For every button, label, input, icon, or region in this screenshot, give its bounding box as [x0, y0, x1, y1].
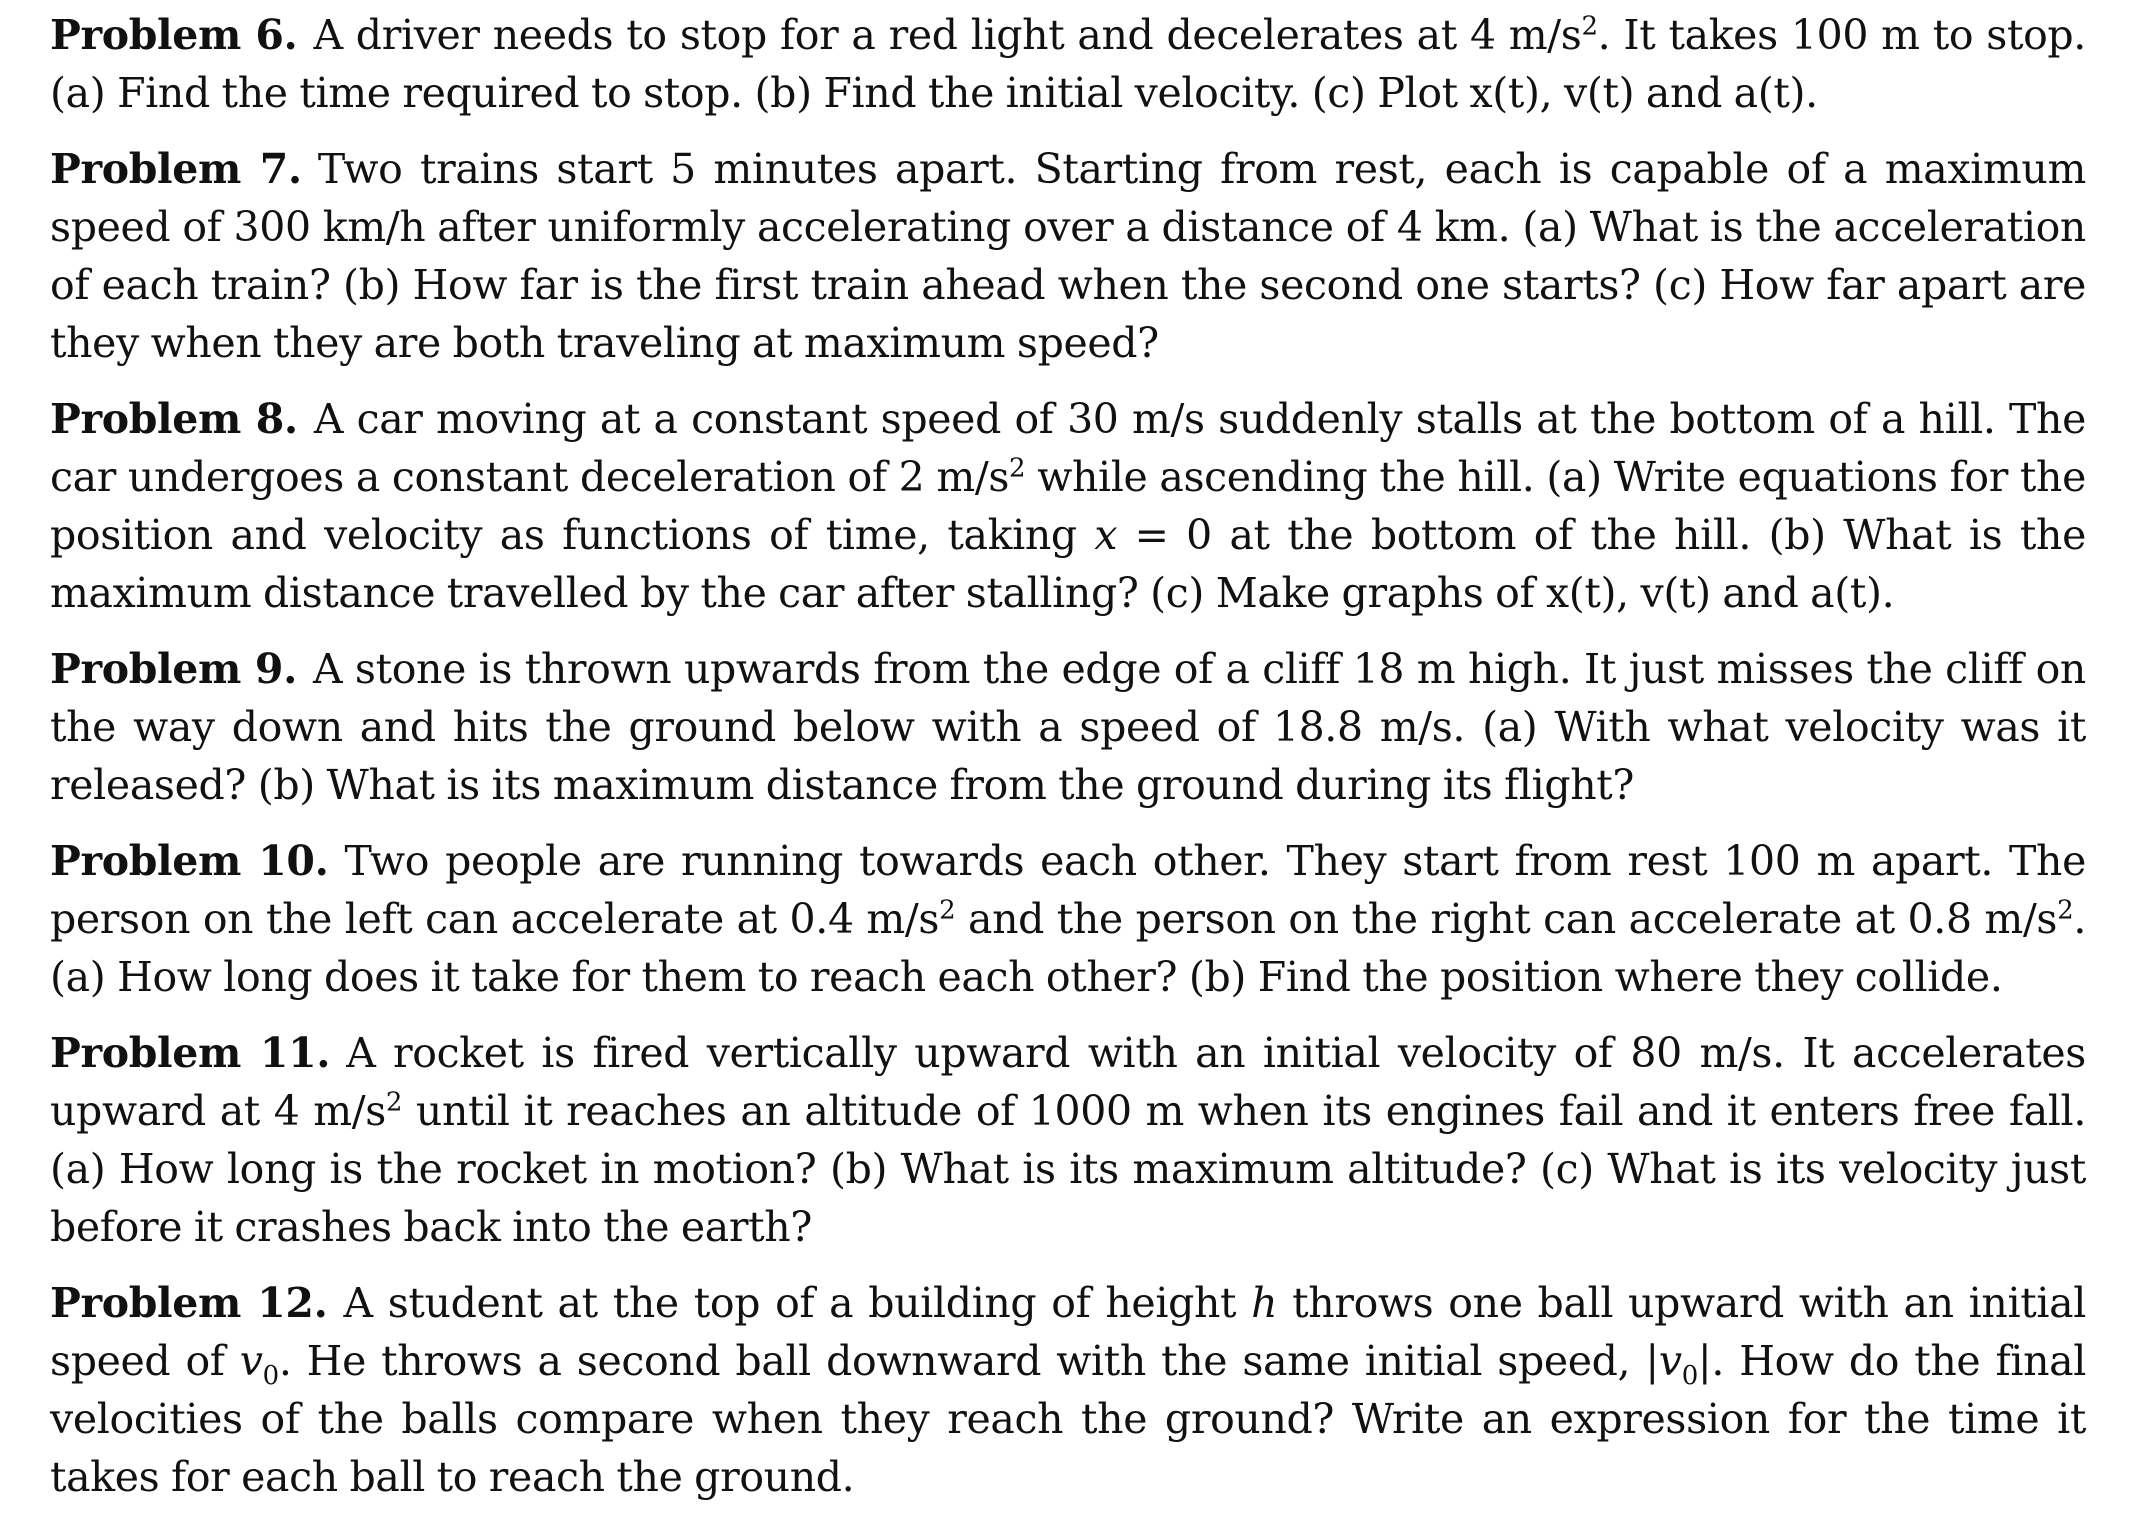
superscript: 2 — [1581, 11, 1598, 42]
math-symbol: x — [1094, 511, 1118, 559]
text-segment: throws one ball upward with an initial speed of — [50, 1279, 2086, 1385]
problem-heading: Problem 9. — [50, 645, 298, 693]
problem-text — [50, 837, 2086, 1001]
problem-heading: Problem 12. — [50, 1279, 328, 1327]
problem-text — [50, 11, 2086, 117]
text-segment: Two people are running towards each other. They start from rest 100 m apart. The person on the left can accelerate at 0.4 m/s — [50, 837, 2086, 943]
problem-9 — [50, 640, 2086, 814]
math-symbol: v — [239, 1337, 263, 1385]
problem-7 — [50, 140, 2086, 372]
problem-text — [50, 395, 2086, 617]
problem-text — [50, 1279, 2086, 1501]
problem-text — [50, 645, 2086, 809]
text-segment: . It takes 100 m to stop. (a) Find the time required to stop. (b) Find the initial velocity. (c) Plot x(t), v(t) and a(t). — [50, 11, 2086, 117]
problem-11 — [50, 1024, 2086, 1256]
text-segment: . He throws a second ball downward with the same initial speed, | — [278, 1337, 1659, 1385]
text-segment: = 0 at the bottom of the hill. (b) What is the maximum distance travelled by the car after stalling? (c) Make graphs of x(t), v(t) and a(t). — [50, 511, 2086, 617]
text-segment: A stone is thrown upwards from the edge of a cliff 18 m high. It just misses the cliff on the way down and hits the ground below with a speed of 18.8 m/s. (a) With what velocity was it released? (b) What is its maximum distance from the ground during its flight? — [50, 645, 2086, 809]
superscript: 2 — [2057, 895, 2074, 926]
problem-page — [50, 6, 2086, 1524]
problem-heading: Problem 10. — [50, 837, 329, 885]
text-segment: until it reaches an altitude of 1000 m when its engines fail and it enters free fall. (a) How long is the rocket in motion? (b) What is its maximum altitude? (c) What is its velocity just before it crashes back into the earth? — [50, 1087, 2086, 1251]
problem-heading: Problem 6. — [50, 11, 298, 59]
problem-10 — [50, 832, 2086, 1006]
text-segment: . (a) How long does it take for them to reach each other? (b) Find the position where they collide. — [50, 895, 2086, 1001]
text-segment: and the person on the right can accelerate at 0.8 m/s — [955, 895, 2058, 943]
superscript: 2 — [385, 1087, 403, 1118]
text-segment: A driver needs to stop for a red light and decelerates at 4 m/s — [313, 11, 1582, 59]
problem-heading: Problem 7. — [50, 145, 302, 193]
subscript: 0 — [1681, 1361, 1698, 1392]
problem-text — [50, 1029, 2086, 1251]
text-segment: A student at the top of a building of height — [343, 1279, 1252, 1327]
text-segment: Two trains start 5 minutes apart. Starting from rest, each is capable of a maximum speed of 300 km/h after uniformly accelerating over a distance of 4 km. (a) What is the acceleration of each train? (b) How far is the first train ahead when the second one starts? (c) How far apart are they when they are both traveling at maximum speed? — [50, 145, 2086, 367]
text-segment: |. How do the final velocities of the balls compare when they reach the ground? Write an expression for the time it takes for each ball to reach the ground. — [50, 1337, 2087, 1501]
problem-6 — [50, 6, 2086, 122]
problem-8 — [50, 390, 2086, 622]
subscript: 0 — [262, 1361, 279, 1392]
superscript: 2 — [1009, 453, 1026, 484]
problem-heading: Problem 8. — [50, 395, 298, 443]
problem-text — [50, 145, 2086, 367]
problem-heading: Problem 11. — [50, 1029, 331, 1077]
text-segment: A rocket is fired vertically upward with an initial velocity of 80 m/s. It accelerates upward at 4 m/s — [50, 1029, 2086, 1135]
superscript: 2 — [939, 895, 956, 926]
math-symbol: v — [1658, 1337, 1682, 1385]
problem-12 — [50, 1274, 2086, 1506]
text-segment: A car moving at a constant speed of 30 m/s suddenly stalls at the bottom of a hill. The car undergoes a constant deceleration of 2 m/s — [50, 395, 2086, 501]
text-segment: while ascending the hill. (a) Write equations for the position and velocity as functions of time, taking — [50, 453, 2086, 559]
math-symbol: h — [1251, 1279, 1278, 1327]
